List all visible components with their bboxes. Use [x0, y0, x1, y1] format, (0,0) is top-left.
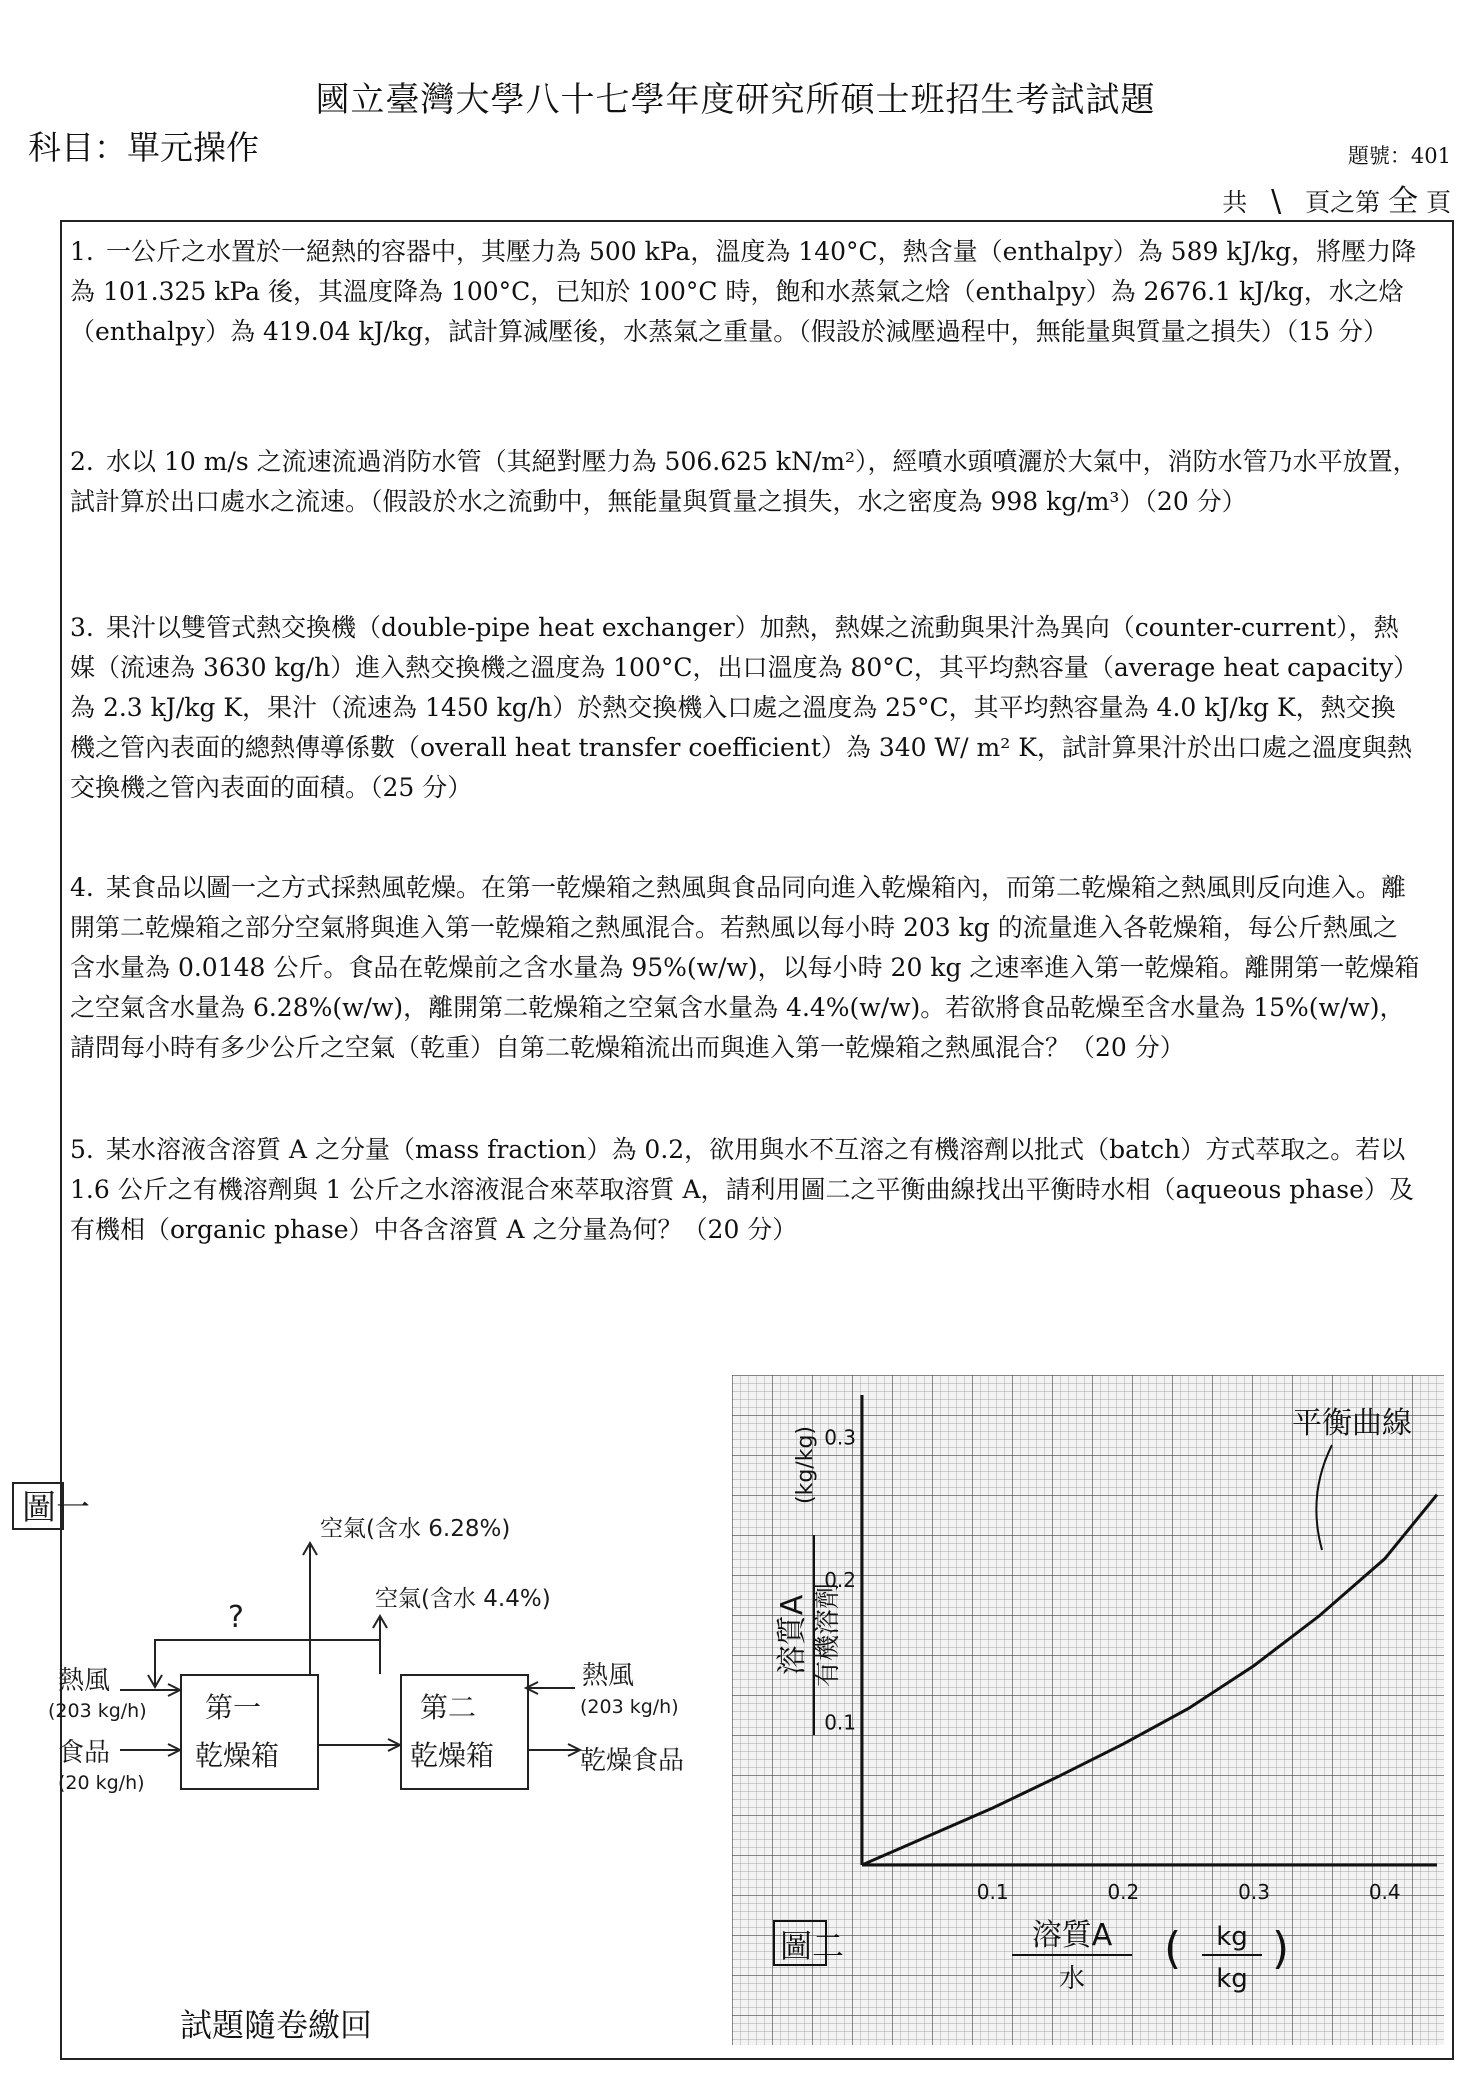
figure-2-chart [732, 1375, 1444, 2045]
y-tick-label: 0.1 [824, 1710, 856, 1735]
question-3-number: 3. [70, 613, 94, 642]
dryer-2-line1: 第二 [420, 1691, 477, 1724]
question-3-text: 果汁以雙管式熱交換機（double-pipe heat exchanger）加熱，熱媒之流動與果汁為異向（counter-current），熱媒（流速為 3630 kg/h）進入熱交換機之溫度為 100°C，出口溫度為 80°C，其平均熱容量（average heat capacity）為 2.3 kJ/kg K，果汁（流速為 1450 kg/h）於熱交換機入口處之溫度為 25°C，其平均熱容量為 4.0 kJ/kg K，熱交換機之管內表面的總熱傳導係數（overall heat transfer coefficient）為 340 W/ m² K，試計算果汁於出口處之溫度與熱交換機之管內表面的面積。（25 分） [70, 613, 1419, 802]
x-tick-label: 0.1 [976, 1880, 1009, 1904]
exam-title: 國立臺灣大學八十七學年度研究所碩士班招生考試試題 [315, 80, 1156, 120]
y-axis-label-num: 溶質A [775, 1594, 810, 1676]
x-axis-unit-num: kg [1216, 1922, 1248, 1952]
dryer-2-line2: 乾燥箱 [410, 1739, 495, 1772]
food-in-label: 食品 [58, 1738, 111, 1768]
curve-label: 平衡曲線 [1292, 1406, 1412, 1441]
question-5-number: 5. [70, 1135, 94, 1164]
subject-label: 科目：單元操作 [28, 128, 259, 167]
page-suffix: 頁 [1425, 188, 1451, 217]
figure-1-label: 圖一 [22, 1488, 90, 1528]
air-out-2-label: 空氣(含水 4.4%) [375, 1586, 551, 1612]
y-tick-label: 0.3 [824, 1425, 856, 1450]
hot-air-left-rate: (203 kg/h) [48, 1700, 147, 1722]
x-axis-label-den: 水 [1058, 1964, 1086, 1994]
y-axis-label-den: 有機溶劑 [813, 1582, 843, 1688]
food-in-rate: (20 kg/h) [58, 1772, 145, 1794]
figure-2-label: 圖二 [780, 1927, 845, 1965]
page-prefix: 共 [1222, 188, 1248, 217]
page-middle: 頁之第 [1305, 188, 1381, 217]
question-2-text: 水以 10 m/s 之流速流過消防水管（其絕對壓力為 506.625 kN/m²），經噴水頭噴灑於大氣中，消防水管乃水平放置，試計算於出口處水之流速。（假設於水之流動中，無能量與質量之損失，水之密度為 998 kg/m³）（20 分） [70, 447, 1418, 516]
question-4-text: 某食品以圖一之方式採熱風乾燥。在第一乾燥箱之熱風與食品同向進入乾燥箱內，而第二乾燥箱之熱風則反向進入。離開第二乾燥箱之部分空氣將與進入第一乾燥箱之熱風混合。若熱風以每小時 203 kg 的流量進入各乾燥箱，每公斤熱風之含水量為 0.0148 公斤。食品在乾燥前之含水量為 95%(w/w)，以每小時 20 kg 之速率進入第一乾燥箱。離開第一乾燥箱之空氣含水量為 6.28%(w/w)，離開第二乾燥箱之空氣含水量為 4.4%(w/w)。若欲將食品乾燥至含水量為 15%(w/w)，請問每小時有多少公斤之空氣（乾重）自第二乾燥箱流出而與進入第一乾燥箱之熱風混合？（20 分） [70, 873, 1420, 1062]
page-total: \ [1271, 184, 1282, 219]
dryer-1-line2: 乾燥箱 [195, 1739, 280, 1772]
y-axis-label-unit: (kg/kg) [793, 1426, 818, 1504]
question-number: 題號：401 [1347, 144, 1451, 168]
footer-note: 試題隨卷繳回 [180, 2006, 373, 2044]
dryer-1-line1: 第一 [205, 1691, 262, 1724]
x-tick-label: 0.2 [1107, 1880, 1140, 1904]
x-tick-label: 0.3 [1238, 1880, 1270, 1904]
question-1-number: 1. [70, 237, 94, 266]
air-out-1-label: 空氣(含水 6.28%) [320, 1516, 511, 1542]
question-5-text: 某水溶液含溶質 A 之分量（mass fraction）為 0.2，欲用與水不互溶之有機溶劑以批式（batch）方式萃取之。若以 1.6 公斤之有機溶劑與 1 公斤之水溶液混合來萃取溶質 A，請利用圖二之平衡曲線找出平衡時水相（aqueous phase）及有機相（organic phase）中各含溶質 A 之分量為何？（20 分） [70, 1135, 1414, 1244]
question-2-number: 2. [70, 447, 94, 476]
question-1-text: 一公斤之水置於一絕熱的容器中，其壓力為 500 kPa，溫度為 140°C，熱含量（enthalpy）為 589 kJ/kg，將壓力降為 101.325 kPa 後，其溫度降為 100°C，已知於 100°C 時，飽和水蒸氣之焓（enthalpy）為 2676.1 kJ/kg，水之焓（enthalpy）為 419.04 kJ/kg，試計算減壓後，水蒸氣之重量。（假設於減壓過程中，無能量與質量之損失）（15 分） [70, 237, 1417, 346]
x-axis-unit-close-paren: ) [1272, 1923, 1290, 1974]
dried-food-label: 乾燥食品 [580, 1746, 685, 1776]
hot-air-right-label: 熱風 [582, 1661, 635, 1691]
page-current: 全 [1388, 184, 1419, 219]
x-axis-unit-den: kg [1216, 1964, 1248, 1994]
recycle-question-mark: ? [228, 1600, 244, 1635]
x-tick-label: 0.4 [1368, 1880, 1401, 1904]
hot-air-left-label: 熱風 [58, 1666, 111, 1696]
x-axis-unit-open-paren: ( [1164, 1923, 1182, 1974]
page-info [1222, 176, 1451, 220]
hot-air-right-rate: (203 kg/h) [580, 1696, 679, 1718]
question-4-number: 4. [70, 873, 94, 902]
y-tick-label: 0.2 [824, 1568, 856, 1593]
x-axis-label-num: 溶質A [1031, 1918, 1113, 1953]
